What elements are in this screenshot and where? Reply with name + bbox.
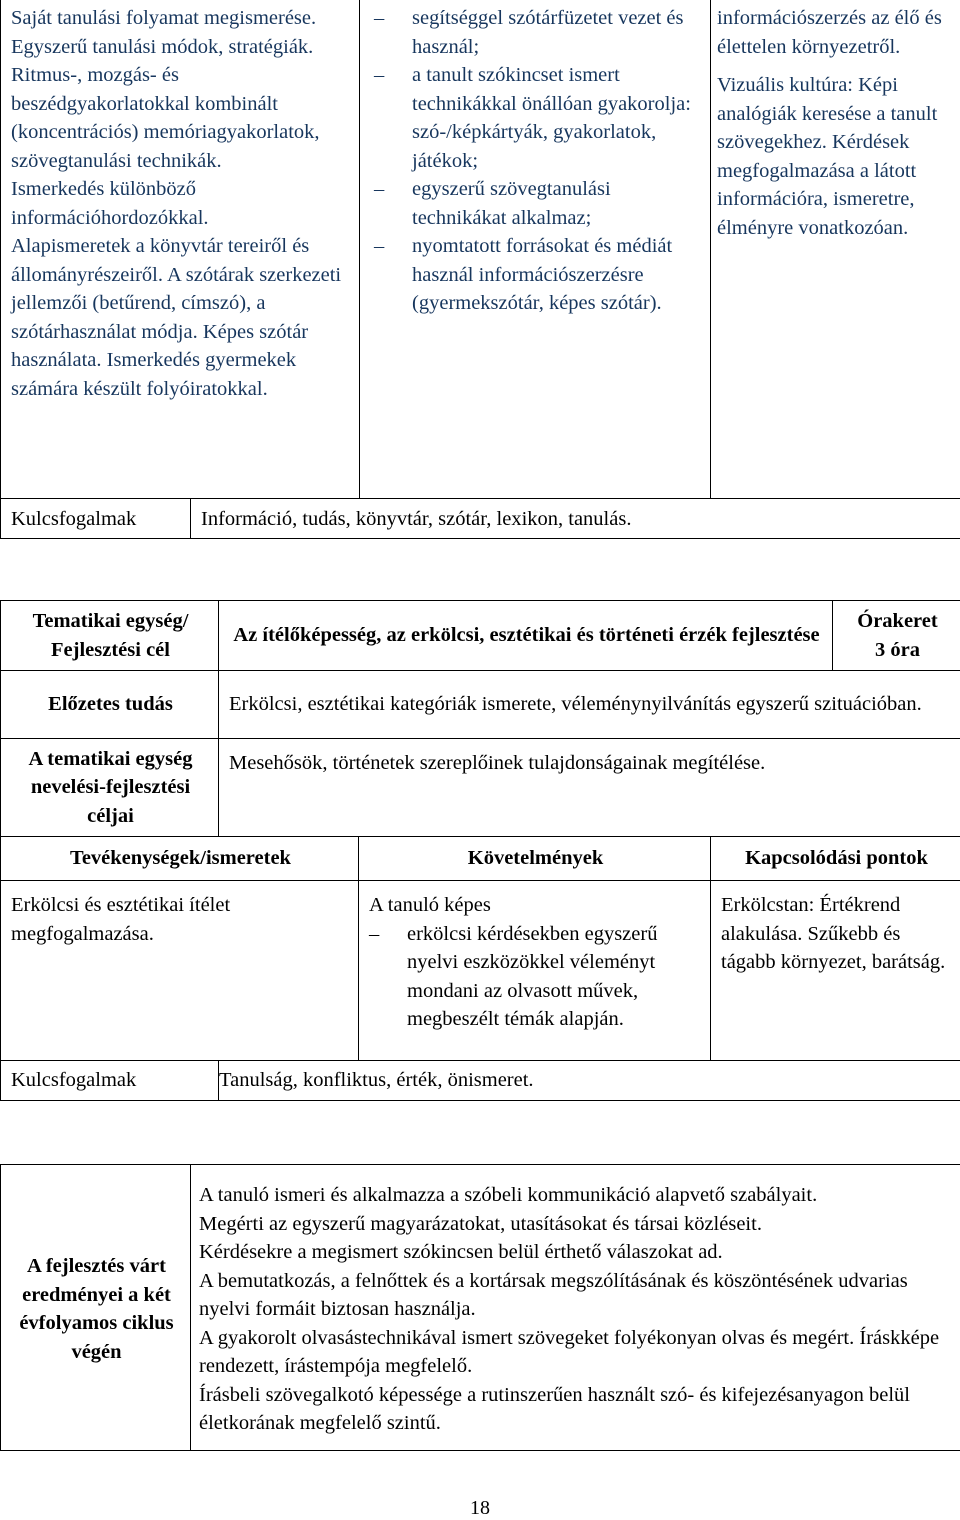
goals-label: A tematikai egység nevelési-fejlesztési céljai: [1, 739, 219, 837]
result-line: Írásbeli szövegalkotó képessége a rutinszerűen használt szó- és kifejezésanyagon belül életkorának megfelelő szintű.: [199, 1381, 954, 1438]
requirements-intro: A tanuló képes: [369, 891, 702, 920]
requirements-cell: [359, 881, 711, 1061]
requirement-item: – segítséggel szótárfüzetet vezet és használ;: [374, 4, 702, 61]
result-line: A tanuló ismeri és alkalmazza a szóbeli kommunikáció alapvető szabályait.: [199, 1181, 954, 1210]
learning-table-continuation: [0, 0, 960, 539]
results-label: A fejlesztés várt eredményei a két évfolyamos ciklus végén: [1, 1165, 191, 1451]
activities-cell: Erkölcsi és esztétikai ítélet megfogalmazása.: [1, 881, 359, 1061]
result-line: Megérti az egyszerű magyarázatokat, utasításokat és társai közléseit.: [199, 1210, 954, 1239]
keywords-value: Tanulság, konfliktus, érték, önismeret.: [219, 1061, 960, 1101]
result-line: Kérdésekre a megismert szókincsen belül érthető válaszokat ad.: [199, 1238, 954, 1267]
requirements-list: [374, 4, 702, 318]
prior-value: Erkölcsi, esztétikai kategóriák ismerete, véleménynyilvánítás egyszerű szituációban.: [219, 671, 960, 739]
links-cell: Erkölcstan: Értékrend alakulása. Szűkebb és tágabb környezet, barátság.: [711, 881, 960, 1061]
keywords-value: Információ, tudás, könyvtár, szótár, lexikon, tanulás.: [191, 498, 960, 538]
link-line: információszerzés az élő és élettelen környezetről.: [717, 4, 952, 61]
prior-label: Előzetes tudás: [1, 671, 219, 739]
page-number: 18: [0, 1496, 960, 1520]
activity-line: Ritmus-, mozgás- és beszédgyakorlatokkal kombinált (koncentrációs) memóriagyakorlatok, szövegtanulási technikák.: [11, 61, 351, 175]
hours-label: Órakeret: [843, 607, 952, 636]
goals-value: Mesehősök, történetek szereplőinek tulajdonságainak megítélése.: [219, 739, 960, 837]
activity-line: Ismerkedés különböző információhordozókkal.: [11, 175, 351, 232]
activities-cell: [1, 0, 360, 498]
requirement-item: – nyomtatott forrásokat és médiát használ információszerzésre (gyermekszótár, képes szótár).: [374, 232, 702, 318]
link-line: Vizuális kultúra: Képi analógiák keresése a tanult szövegekhez. Kérdések megfogalmazása a látott információra, ismeretre, élményre vonatkozóan.: [717, 71, 952, 242]
results-text: [191, 1165, 960, 1451]
unit-title: Az ítélőképesség, az erkölcsi, esztétikai és történeti érzék fejlesztése: [219, 601, 833, 671]
requirements-list: [369, 920, 702, 1034]
result-line: A bemutatkozás, a felnőttek és a kortársak megszólításának és köszöntésének udvarias nyelvi formáit biztosan használja.: [199, 1267, 954, 1324]
hours-cell: [833, 601, 960, 671]
header-links: Kapcsolódási pontok: [711, 837, 960, 881]
thematic-unit-table: [0, 600, 960, 1101]
keywords-label: Kulcsfogalmak: [1, 1061, 219, 1101]
requirement-item: – egyszerű szövegtanulási technikákat alkalmaz;: [374, 175, 702, 232]
keywords-label: Kulcsfogalmak: [1, 498, 191, 538]
result-line: A gyakorolt olvasástechnikával ismert szövegeket folyékonyan olvas és megért. Íráskképe rendezett, írástempója megfelelő.: [199, 1324, 954, 1381]
header-activities: Tevékenységek/ismeretek: [1, 837, 359, 881]
activity-line: Saját tanulási folyamat megismerése. Egyszerű tanulási módok, stratégiák.: [11, 4, 351, 61]
activities-list: [11, 4, 351, 403]
header-requirements: Követelmények: [359, 837, 711, 881]
hours-value: 3 óra: [843, 636, 952, 665]
requirement-item: – erkölcsi kérdésekben egyszerű nyelvi eszközökkel véleményt mondani az olvasott művek, megbeszélt témák alapján.: [369, 920, 702, 1034]
links-list: [717, 4, 952, 242]
requirement-item: – a tanult szókincset ismert technikákkal önállóan gyakorolja: szó-/képkártyák, gyakorlatok, játékok;: [374, 61, 702, 175]
unit-label: Tematikai egység/ Fejlesztési cél: [1, 601, 219, 671]
expected-results-table: [0, 1164, 960, 1451]
activity-line: Alapismeretek a könyvtár tereiről és állományrészeiről. A szótárak szerkezeti jellemzői (betűrend, címszó), a szótárhasználat módja. Képes szótár használata. Ismerkedés gyermekek számára készült folyóiratokkal.: [11, 232, 351, 403]
requirements-cell: [360, 0, 711, 498]
links-cell: [711, 0, 960, 498]
